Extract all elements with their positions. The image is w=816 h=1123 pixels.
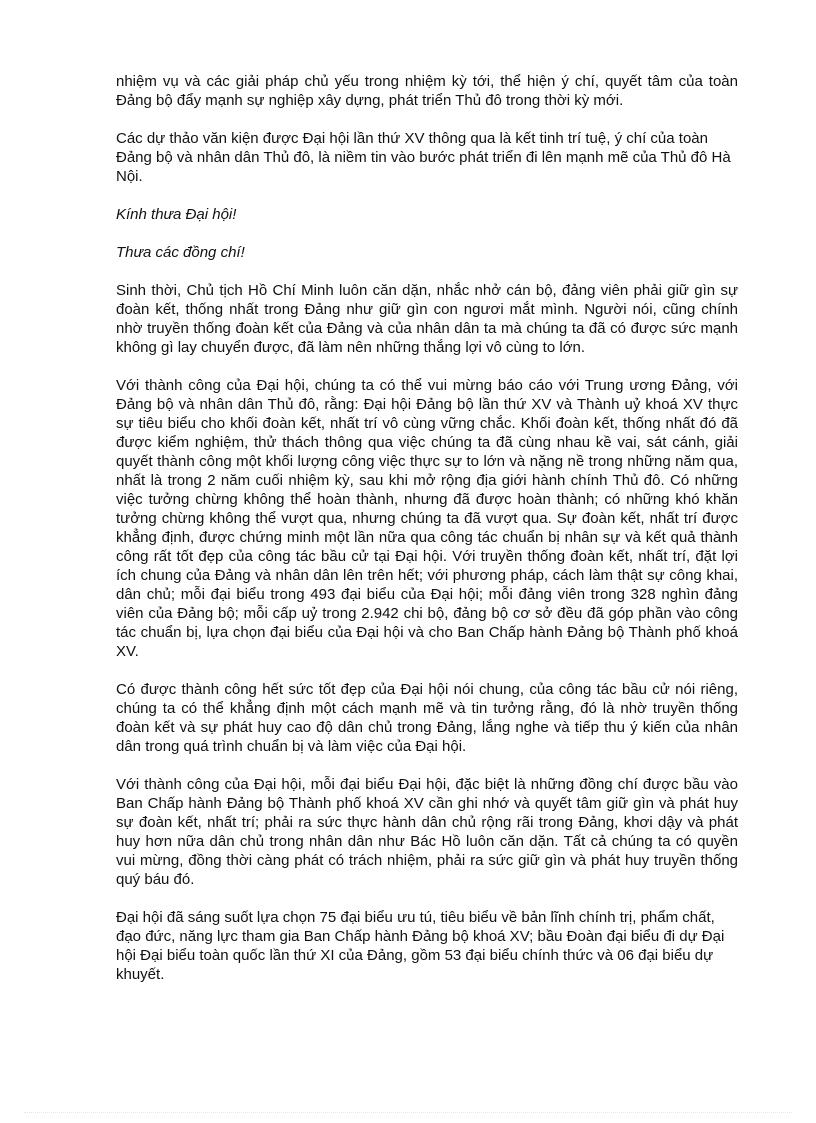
paragraph-2: Các dự thảo văn kiện được Đại hội lần thứ XV thông qua là kết tinh trí tuệ, ý chí của toàn Đảng bộ và nhân dân Thủ đô, là niềm tin vào bước phát triển đi lên mạnh mẽ của Thủ đô Hà Nội. [116, 130, 731, 185]
paragraph-6: Với thành công của Đại hội, mỗi đại biểu Đại hội, đặc biệt là những đồng chí được bầu vào Ban Chấp hành Đảng bộ Thành phố khoá XV cần ghi nhớ và quyết tâm giữ gìn và phát huy sự đoàn kết, nhất trí; phải ra sức thực hành dân chủ rộng rãi trong Đảng, khơi dậy và phát huy hơn nữa dân chủ trong nhân dân như Bác Hồ luôn căn dặn. Tất cả chúng ta có quyền vui mừng, đồng thời càng phát có trách nhiệm, phải ra sức giữ gìn và phát huy truyền thống quý báu đó. [116, 776, 738, 888]
paragraph-3: Sinh thời, Chủ tịch Hồ Chí Minh luôn căn dặn, nhắc nhở cán bộ, đảng viên phải giữ gìn sự đoàn kết, thống nhất trong Đảng như giữ gìn con ngươi mắt mình. Người nói, cũng chính nhờ truyền thống đoàn kết của Đảng và của nhân dân ta mà chúng ta đã có được sức mạnh không gì lay chuyển được, đã làm nên những thắng lợi vô cùng to lớn. [116, 282, 738, 356]
page-bottom-divider [24, 1112, 792, 1113]
salutation-delegates: Kính thưa Đại hội! [116, 206, 237, 223]
paragraph-1: nhiệm vụ và các giải pháp chủ yếu trong nhiệm kỳ tới, thể hiện ý chí, quyết tâm của toàn Đảng bộ đẩy mạnh sự nghiệp xây dựng, phát triển Thủ đô trong thời kỳ mới. [116, 73, 738, 109]
paragraph-4: Với thành công của Đại hội, chúng ta có thể vui mừng báo cáo với Trung ương Đảng, với Đảng bộ và nhân dân Thủ đô, rằng: Đại hội Đảng bộ lần thứ XV và Thành uỷ khoá XV thực sự tiêu biểu cho khối đoàn kết, nhất trí vô cùng vững chắc. Khối đoàn kết, thống nhất đó đã được kiểm nghiệm, thử thách thông qua việc chúng ta đã cùng nhau kề vai, sát cánh, giải quyết thành công một khối lượng công việc thực sự to lớn và nặng nề trong những năm qua, nhất là trong 2 năm cuối nhiệm kỳ, sau khi mở rộng địa giới hành chính Thủ đô. Có những việc tưởng chừng không thể hoàn thành, nhưng đã được hoàn thành; có những khó khăn tưởng chừng không thể vượt qua, nhưng chúng ta đã vượt qua. Sự đoàn kết, nhất trí được khẳng định, được chứng minh một lần nữa qua công tác chuẩn bị nhân sự và kết quả thành công rất tốt đẹp của công tác bầu cử tại Đại hội. Với truyền thống đoàn kết, nhất trí, đặt lợi ích chung của Đảng và nhân dân lên trên hết; với phương pháp, cách làm thật sự công khai, dân chủ; mỗi đại biểu trong 493 đại biểu của Đại hội; mỗi đảng viên trong 328 nghìn đảng viên của Đảng bộ; mỗi cấp uỷ trong 2.942 chi bộ, đảng bộ cơ sở đều đã góp phần vào công tác chuẩn bị, lựa chọn đại biểu của Đại hội và cho Ban Chấp hành Đảng bộ Thành phố khoá XV. [116, 377, 738, 660]
paragraph-7: Đại hội đã sáng suốt lựa chọn 75 đại biểu ưu tú, tiêu biểu về bản lĩnh chính trị, phẩm chất, đạo đức, năng lực tham gia Ban Chấp hành Đảng bộ khoá XV; bầu Đoàn đại biểu đi dự Đại hội Đại biểu toàn quốc lần thứ XI của Đảng, gồm 53 đại biểu chính thức và 06 đại biểu dự khuyết. [116, 909, 725, 983]
paragraph-5: Có được thành công hết sức tốt đẹp của Đại hội nói chung, của công tác bầu cử nói riêng, chúng ta có thể khẳng định một cách mạnh mẽ và tin tưởng rằng, đó là nhờ truyền thống đoàn kết và sự phát huy cao độ dân chủ trong Đảng, lắng nghe và tiếp thu ý kiến của nhân dân trong quá trình chuẩn bị và làm việc của Đại hội. [116, 681, 738, 755]
document-page [116, 72, 738, 1003]
salutation-comrades: Thưa các đồng chí! [116, 244, 245, 261]
